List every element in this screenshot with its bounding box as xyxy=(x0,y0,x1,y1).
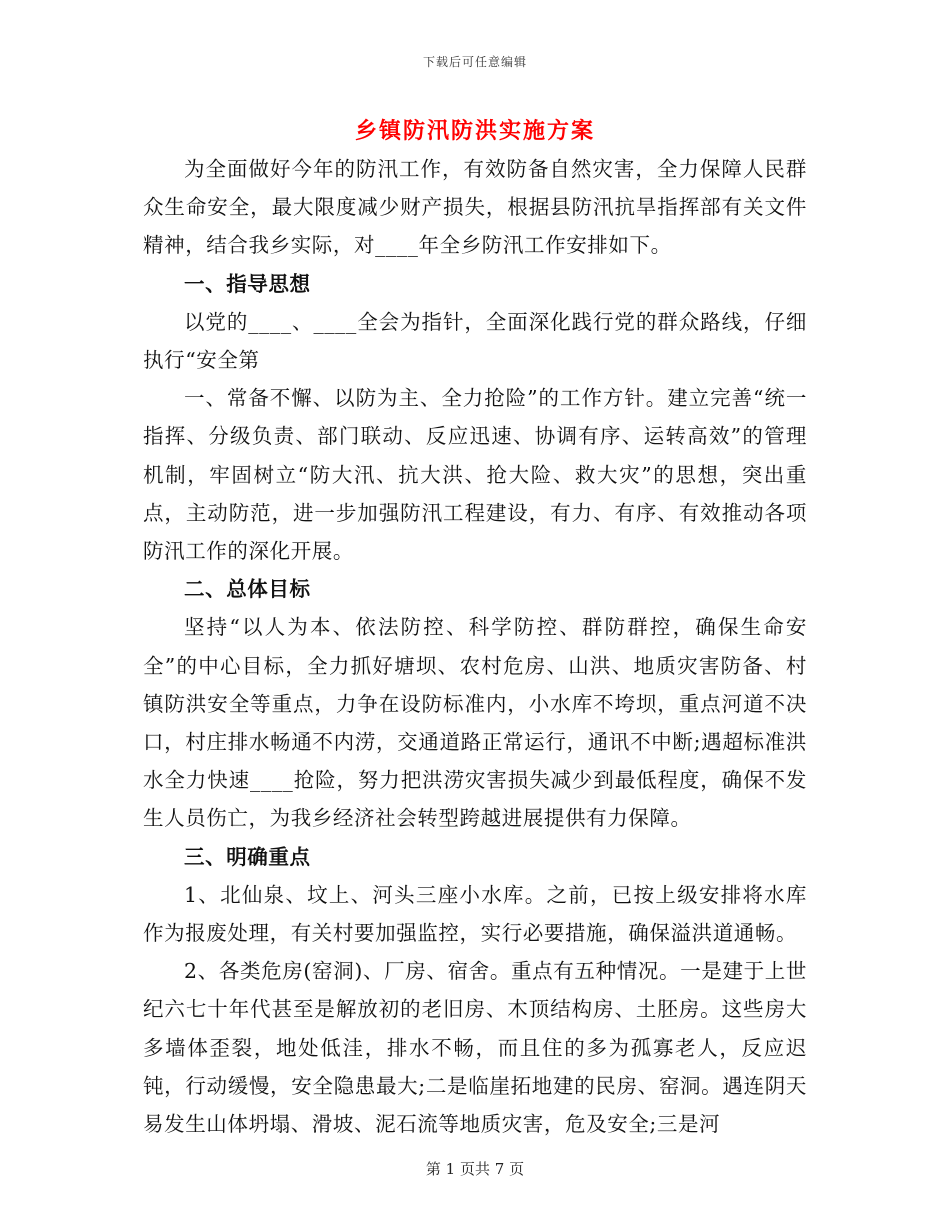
section-heading-key-points: 三、明确重点 xyxy=(184,844,311,869)
page-header: 下载后可任意编辑 xyxy=(422,55,527,69)
intro-paragraph: 为全面做好今年的防汛工作，有效防备自然灾害，全力保障人民群众生命安全，最大限度减少财产损失，根据县防汛抗旱指挥部有关文件精神，结合我乡实际，对____年全乡防汛工作安排如下。 xyxy=(143,157,807,258)
document-body xyxy=(143,150,807,1143)
body-paragraph: 一、常备不懈、以防为主、全力抢险”的工作方针。建立完善“统一指挥、分级负责、部门联动、反应迅速、协调有序、运转高效”的管理机制，牢固树立“防大汛、抗大洪、抢大险、救大灾”的思想，突出重点，主动防范，进一步加强防汛工程建设，有力、有序、有效推动各项防汛工作的深化开展。 xyxy=(143,386,807,564)
body-paragraph: 1、北仙泉、坟上、河头三座小水库。之前，已按上级安排将水库作为报废处理，有关村要加强监控，实行必要措施，确保溢洪道通畅。 xyxy=(143,882,807,946)
page-footer: 第 1 页共 7 页 xyxy=(425,1160,525,1178)
document-title: 乡镇防汛防洪实施方案 xyxy=(354,118,595,144)
section-heading-overall-goals: 二、总体目标 xyxy=(184,577,311,602)
section-heading-guiding-ideology: 一、指导思想 xyxy=(184,271,311,296)
body-paragraph: 2、各类危房(窑洞)、厂房、宿舍。重点有五种情况。一是建于上世纪六七十年代甚至是解放初的老旧房、木顶结构房、土胚房。这些房大多墙体歪裂，地处低洼，排水不畅，而且住的多为孤寡老人，反应迟钝，行动缓慢，安全隐患最大;二是临崖拓地建的民房、窑洞。遇连阴天易发生山体坍塌、滑坡、泥石流等地质灾害，危及安全;三是河 xyxy=(143,959,807,1137)
body-paragraph: 以党的____、____全会为指针，全面深化践行党的群众路线，仔细执行“安全第 xyxy=(143,309,807,373)
body-paragraph: 坚持“以人为本、依法防控、科学防控、群防群控，确保生命安全”的中心目标，全力抓好塘坝、农村危房、山洪、地质灾害防备、村镇防洪安全等重点，力争在设防标准内，小水库不垮坝，重点河道不决口，村庄排水畅通不内涝，交通道路正常运行，通讯不中断;遇超标准洪水全力快速____抢险，努力把洪涝灾害损失减少到最低程度，确保不发生人员伤亡，为我乡经济社会转型跨越进展提供有力保障。 xyxy=(143,615,807,831)
